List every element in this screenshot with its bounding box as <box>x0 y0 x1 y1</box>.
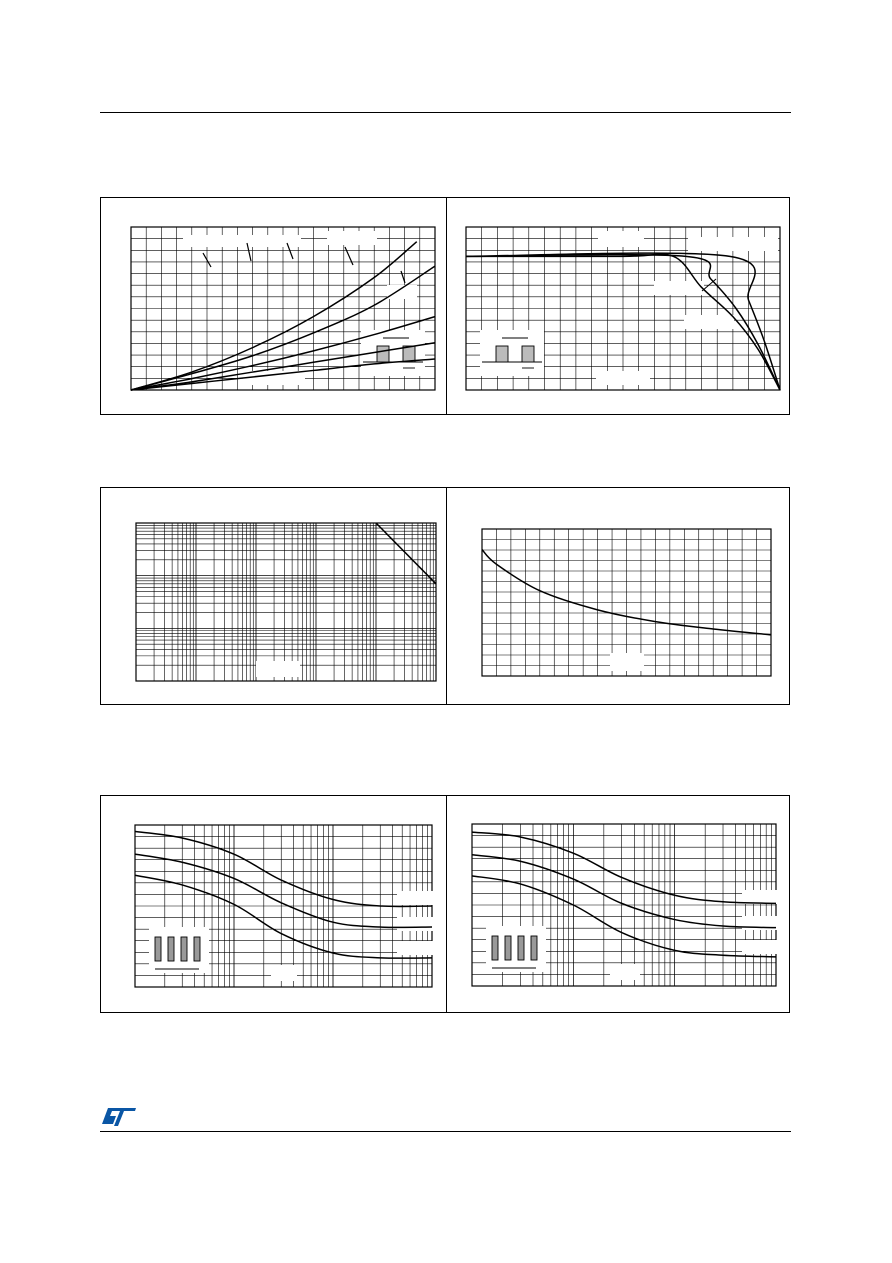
label-box <box>397 941 433 955</box>
label-box <box>271 965 297 981</box>
label-box <box>684 315 734 329</box>
pulse-block <box>403 346 415 362</box>
header-rule <box>100 112 791 113</box>
chart-3 <box>136 523 436 681</box>
label-box <box>688 237 778 251</box>
chart-6 <box>472 824 776 986</box>
pointer-arrow <box>345 247 353 265</box>
pulse-block <box>377 346 389 362</box>
pulse-block <box>531 936 537 960</box>
pulse-block <box>181 937 187 961</box>
pulse-block <box>522 346 534 362</box>
footer-rule <box>100 1131 791 1132</box>
pulse-block <box>194 937 200 961</box>
label-box <box>397 917 433 931</box>
pulse-block <box>492 936 498 960</box>
plot-frame <box>136 523 436 681</box>
label-box <box>598 231 644 247</box>
label-box <box>183 235 301 247</box>
label-box <box>596 371 650 385</box>
chart-1 <box>131 227 435 390</box>
label-box <box>256 661 300 677</box>
panel-divider <box>446 488 447 704</box>
label-box <box>387 285 417 299</box>
label-box <box>397 891 433 905</box>
panel-divider <box>446 796 447 1012</box>
pulse-block <box>155 937 161 961</box>
series-line <box>135 854 432 927</box>
label-box <box>610 653 644 671</box>
series-line <box>472 832 776 903</box>
chart-4 <box>482 529 771 676</box>
chart-5 <box>135 825 432 987</box>
chart-2 <box>466 227 780 390</box>
grid <box>136 523 436 681</box>
label-box <box>610 964 640 980</box>
st-logo <box>100 1104 138 1128</box>
label-box <box>742 940 778 954</box>
label-box <box>243 371 305 385</box>
panel-divider <box>446 198 447 414</box>
label-box <box>327 231 377 245</box>
series-line <box>135 831 432 906</box>
pulse-block <box>168 937 174 961</box>
pulse-block <box>505 936 511 960</box>
label-box <box>742 890 778 904</box>
pulse-block <box>518 936 524 960</box>
pulse-block <box>496 346 508 362</box>
label-box <box>654 281 704 295</box>
